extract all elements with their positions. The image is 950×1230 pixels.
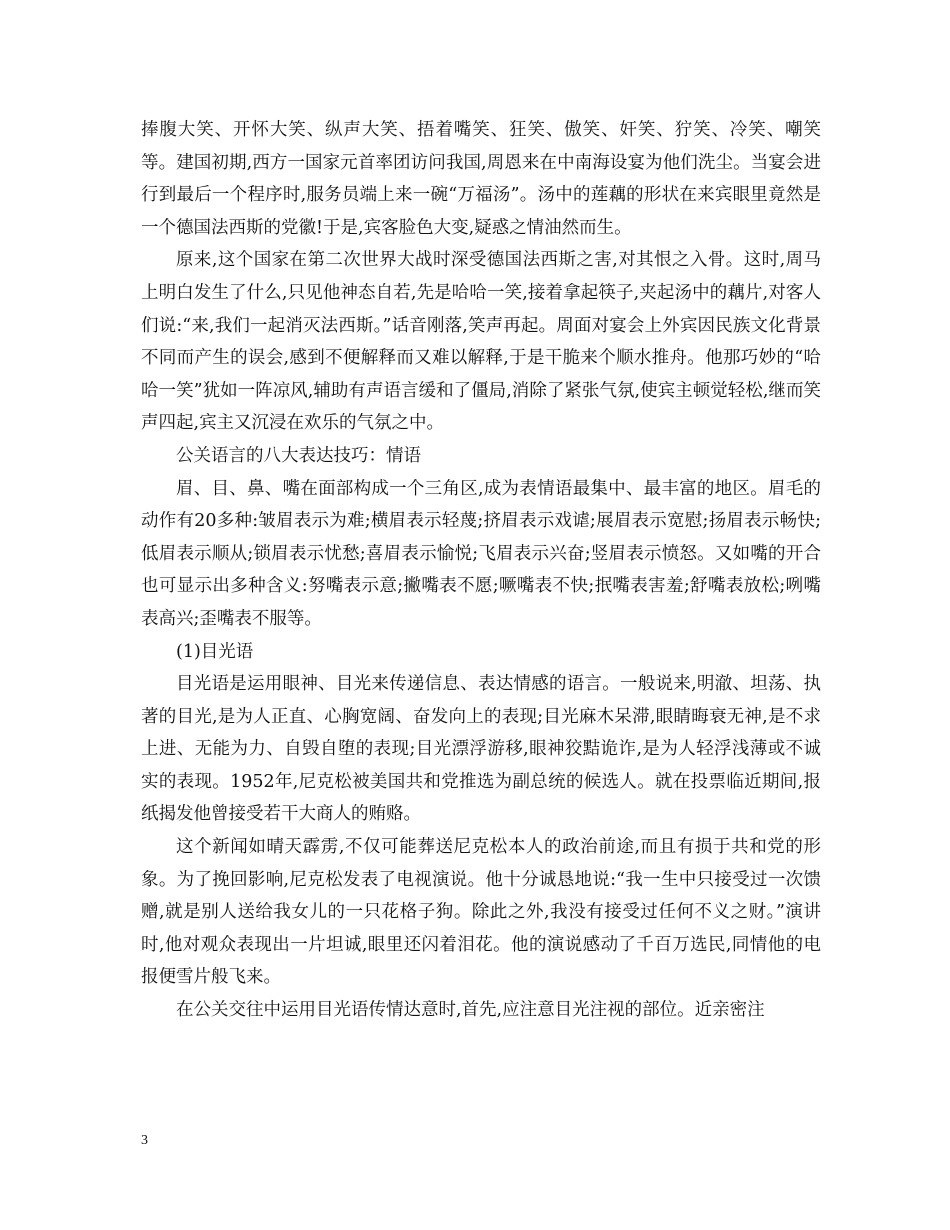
paragraph-1: 捧腹大笑、开怀大笑、纵声大笑、捂着嘴笑、狂笑、傲笑、奸笑、狞笑、冷笑、嘲笑等。建国初期,西方一国家元首率团访问我国,周恩来在中南海设宴为他们洗尘。当宴会进行到最后一个程序时,服务员端上来一碗“万福汤”。汤中的莲藕的形状在来宾眼里竟然是一个德国法西斯的党徽!于是,宾客脸色大变,疑惑之情油然而生。 bbox=[141, 120, 821, 238]
paragraph-6: 在公关交往中运用目光语传情达意时,首先,应注意目光注视的部位。近亲密注 bbox=[176, 1000, 765, 1021]
subsection-heading-gaze-language: (1)目光语 bbox=[176, 641, 254, 662]
document-body bbox=[141, 114, 821, 1027]
paragraph-5: 这个新闻如晴天霹雳,不仅可能葬送尼克松本人的政治前途,而且有损于共和党的形象。为了挽回影响,尼克松发表了电视演说。他十分诚恳地说:“我一生中只接受过一次馈赠,就是别人送给我女儿的一只花格子狗。除此之外,我没有接受过任何不义之财。”演讲时,他对观众表现出一片坦诚,眼里还闪着泪花。他的演说感动了千百万选民,同情他的电报便雪片般飞来。 bbox=[141, 837, 821, 988]
paragraph-4: 目光语是运用眼神、目光来传递信息、表达情感的语言。一般说来,明澈、坦荡、执著的目光,是为人正直、心胸宽阔、奋发向上的表现;目光麻木呆滞,眼睛晦衰无神,是不求上进、无能为力、自毁自堕的表现;目光漂浮游移,眼神狡黠诡诈,是为人轻浮浅薄或不诚实的表现。1952年,尼克松被美国共和党推选为副总统的候选人。就在投票临近期间,报纸揭发他曾接受若干大商人的贿赂。 bbox=[141, 674, 821, 825]
paragraph-2: 原来,这个国家在第二次世界大战时深受德国法西斯之害,对其恨之入骨。这时,周马上明白发生了什么,只见他神态自若,先是哈哈一笑,接着拿起筷子,夹起汤中的藕片,对客人们说:“来,我们一起消灭法西斯。”话音刚落,笑声再起。周面对宴会上外宾因民族文化背景不同而产生的误会,感到不便解释而又难以解释,于是干脆来个顺水推舟。他那巧妙的“哈哈一笑”犹如一阵凉风,辅助有声语言缓和了僵局,消除了紧张气氛,使宾主顿觉轻松,继而笑声四起,宾主又沉浸在欢乐的气氛之中。 bbox=[141, 250, 821, 434]
page-number: 3 bbox=[141, 1133, 148, 1148]
paragraph-3: 眉、目、鼻、嘴在面部构成一个三角区,成为表情语最集中、最丰富的地区。眉毛的动作有20多种:皱眉表示为难;横眉表示轻蔑;挤眉表示戏谑;展眉表示宽慰;扬眉表示畅快;低眉表示顺从;锁眉表示忧愁;喜眉表示愉悦;飞眉表示兴奋;竖眉表示愤怒。又如嘴的开合也可显示出多种含义:努嘴表示意;撇嘴表不愿;噘嘴表不快;抿嘴表害羞;舒嘴表放松;咧嘴表高兴;歪嘴表不服等。 bbox=[141, 478, 821, 629]
section-heading-expression-language: 公关语言的八大表达技巧：情语 bbox=[176, 445, 421, 466]
